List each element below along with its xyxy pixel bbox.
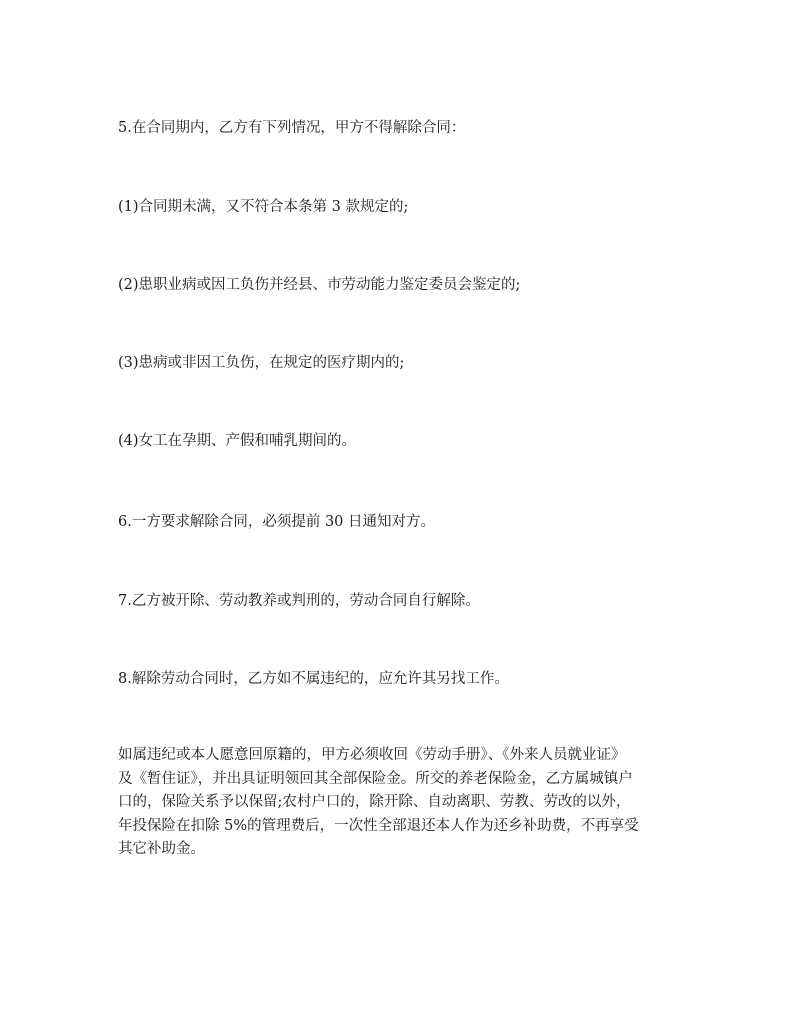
final-paragraph-line-1: 如属违纪或本人愿意回原籍的，甲方必须收回《劳动手册》、《外来人员就业证》: [118, 747, 626, 763]
clause-5-item-4: (4)女工在孕期、产假和哺乳期间的。: [118, 433, 357, 449]
final-paragraph-line-4: 年投保险在扣除 5%的管理费后，一次性全部退还本人作为还乡补助费，不再享受: [118, 817, 639, 834]
clause-5-item-3: (3)患病或非因工负伤，在规定的医疗期内的;: [118, 355, 405, 371]
clause-5-heading: 5.在合同期内，乙方有下列情况，甲方不得解除合同：: [118, 120, 466, 136]
final-paragraph-line-5: 其它补助金。: [118, 841, 205, 857]
clause-5-item-1: (1)合同期未满，又不符合本条第 3 款规定的;: [118, 199, 409, 215]
clause-6: 6.一方要求解除合同，必须提前 30 日通知对方。: [118, 514, 436, 530]
final-paragraph-line-2: 及《暂住证》，并出具证明领回其全部保险金。所交的养老保险金，乙方属城镇户: [118, 770, 633, 787]
clause-5-item-2: (2)患职业病或因工负伤并经县、市劳动能力鉴定委员会鉴定的;: [118, 277, 521, 293]
final-paragraph: [118, 744, 698, 862]
clause-7: 7.乙方被开除、劳动教养或判刑的，劳动合同自行解除。: [118, 593, 480, 609]
clause-8: 8.解除劳动合同时，乙方如不属违纪的，应允许其另找工作。: [118, 671, 509, 687]
final-paragraph-line-3: 口的，保险关系予以保留;农村户口的，除开除、自动离职、劳教、劳改的以外，: [118, 794, 631, 810]
